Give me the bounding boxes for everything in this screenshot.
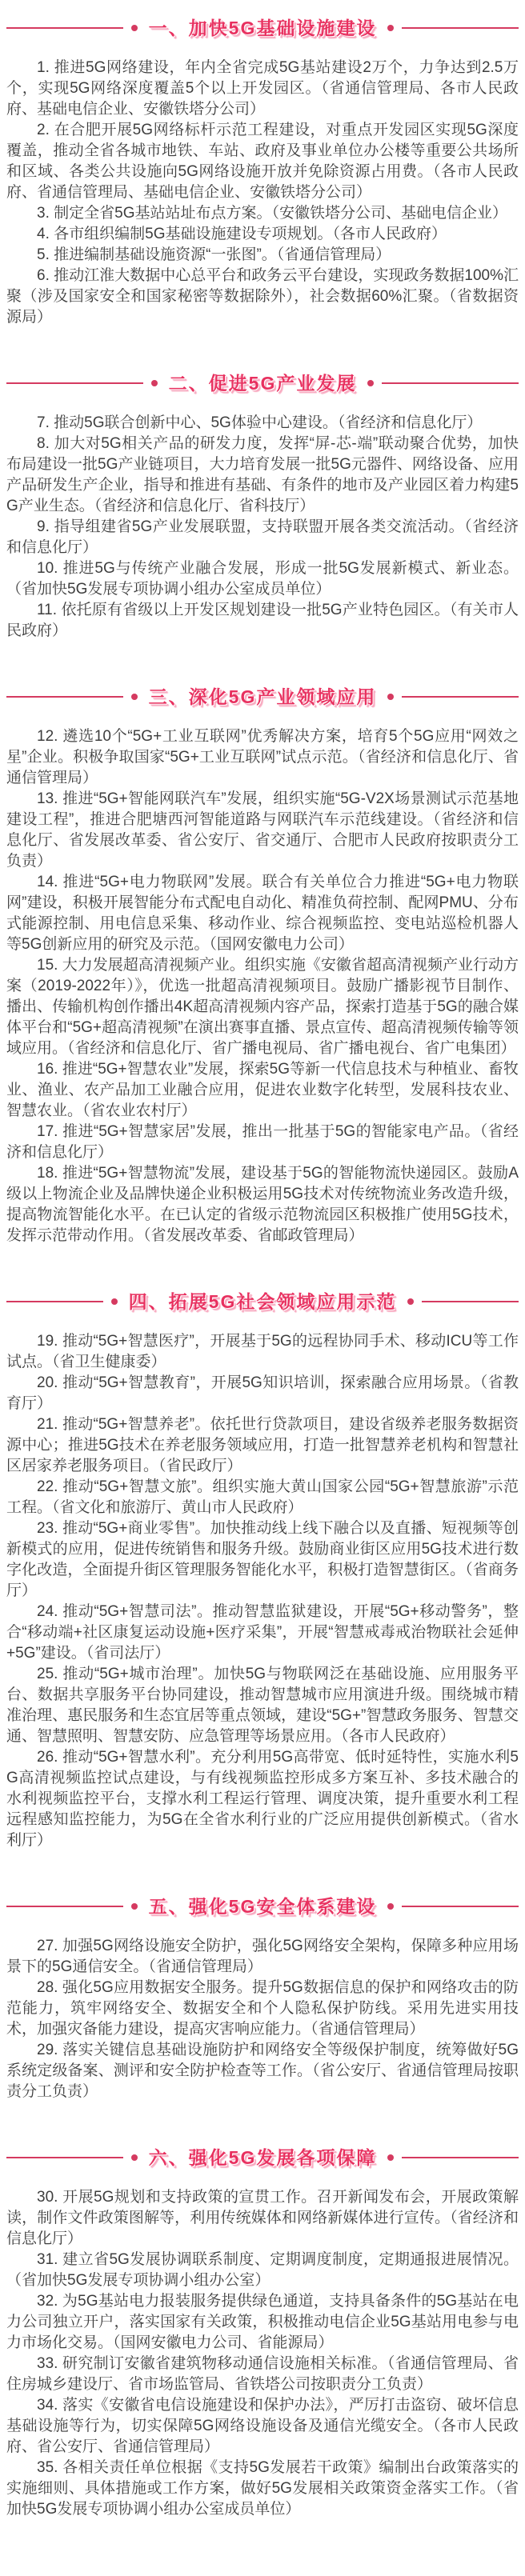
policy-item: 2. 在合肥开展5G网络标杆示范工程建设，对重点开发园区实现5G深度覆盖，推动全省各城市地铁、车站、政府及事业单位办公楼等重要公共场所和区域、各类公共设施向5G网络设施开放并免除资源占用费。（各市人民政府、省通信管理局、基础电信企业、安徽铁塔分公司） [6, 122, 519, 201]
policy-item: 32. 为5G基站电力报装服务提供绿色通道，支持具备条件的5G基站在电力公司独立开户，落实国家有关政策，积极推动电信企业5G基站用电参与电力市场化交易。（国网安徽电力公司、省能源局） [6, 2293, 519, 2351]
section-header [6, 1290, 519, 1314]
section-header [6, 685, 519, 709]
policy-item: 17. 推进“5G+智慧家居”发展，推出一批基于5G的智能家电产品。（省经济和信息化厅） [6, 1123, 519, 1161]
policy-item: 10. 推进5G与传统产业融合发展，形成一批5G发展新模式、新业态。（省加快5G发展专项协调小组办公室成员单位） [6, 560, 519, 598]
policy-section [6, 1290, 519, 1851]
header-rule-right [402, 696, 519, 698]
section-title: 一、加快5G基础设施建设 [148, 18, 377, 38]
policy-item: 34. 落实《安徽省电信设施建设和保护办法》，严厉打击盗窃、破坏信息基础设施等行为，切实保障5G网络设施设备及通信光缆安全。（各市人民政府、省公安厅、省通信管理局） [6, 2397, 519, 2455]
policy-item: 15. 大力发展超高清视频产业。组织实施《安徽省超高清视频产业行动方案（2019-2022年）》，优选一批超高清视频项目。鼓励广播影视节目制作、播出、传输机构创作播出4K超高清视频内容产品，探索打造基于5G的融合媒体平台和“5G+超高清视频”在演出赛事直播、景点宣传、超高清视频传输等领域应用。（省经济和信息化厅、省广播电视局、省广播电视台、省广电集团） [6, 957, 519, 1057]
policy-item: 24. 推动“5G+智慧司法”。推动智慧监狱建设，开展“5G+移动警务”，整合“移动端+社区康复运动设施+医疗采集”，开展“智慧戒毒戒治物联社会延伸+5G”建设。（省司法厅） [6, 1603, 519, 1662]
section-header [6, 16, 519, 40]
section-title: 六、强化5G发展各项保障 [148, 2147, 377, 2168]
section-title: 三、深化5G产业领域应用 [148, 686, 377, 707]
document-body [6, 16, 519, 2520]
policy-item: 31. 建立省5G发展协调联系制度、定期调度制度，定期通报进展情况。（省加快5G发展专项协调小组办公室） [6, 2251, 519, 2289]
section-title: 五、强化5G安全体系建设 [148, 1896, 377, 1917]
policy-item: 4. 各市组织编制5G基础设施建设专项规划。（各市人民政府） [37, 226, 447, 242]
section-header [6, 1894, 519, 1918]
policy-item: 35. 各相关责任单位根据《支持5G发展若干政策》编制出台政策落实的实施细则、具体措施或工作方案，做好5G发展相关政策资金落实工作。（省加快5G发展专项协调小组办公室成员单位） [6, 2459, 519, 2518]
policy-item: 22. 推动“5G+智慧文旅”。组织实施大黄山国家公园“5G+智慧旅游”示范工程。（省文化和旅游厅、黄山市人民政府） [6, 1478, 519, 1516]
header-dot-icon [387, 25, 394, 31]
header-rule-left [6, 2157, 123, 2158]
policy-item: 18. 推进“5G+智慧物流”发展，建设基于5G的智能物流快递园区。鼓励A级以上物流企业及品牌快递企业积极运用5G技术对传统物流业务改造升级，提高物流智能化水平。在已认定的省级示范物流园区积极推广使用5G技术，发挥示范带动作用。（省发展改革委、省邮政管理局） [6, 1165, 519, 1244]
policy-item: 9. 指导组建省5G产业发展联盟，支持联盟开展各类交流活动。（省经济和信息化厅） [6, 518, 519, 556]
header-rule-left [6, 1906, 123, 1907]
header-dot-icon [111, 1298, 118, 1305]
section-items [6, 58, 519, 328]
policy-item: 30. 开展5G规划和支持政策的宣贯工作。召开新闻发布会，开展政策解读，制作文件政策图解等，利用传统媒体和网络新媒体进行宣传。（省经济和信息化厅） [6, 2189, 519, 2247]
header-dot-icon [387, 2154, 394, 2161]
policy-item: 8. 加大对5G相关产品的研发力度，发挥“屏-芯-端”联动聚合优势，加快布局建设一批5G产业链项目，大力培育发展一批5G元器件、网络设备、应用产品研发生产企业，指导和推进有基础、有条件的地市及产业园区着力构建5G产业生态。（省经济和信息化厅、省科技厅） [6, 435, 519, 514]
policy-section [6, 685, 519, 1246]
header-rule-right [422, 1301, 519, 1302]
section-title: 二、促进5G产业发展 [168, 373, 357, 394]
policy-item: 5. 推进编制基础设施资源“一张图”。（省通信管理局） [37, 246, 391, 263]
section-items [6, 1936, 519, 2102]
header-rule-left [6, 696, 123, 698]
policy-item: 25. 推动“5G+城市治理”。加快5G与物联网泛在基础设施、应用服务平台、数据共享服务平台协同建设，推动智慧城市应用演进升级。围绕城市精准治理、惠民服务和生态宜居等重点领域，建设“5G+”智慧政务服务、智慧交通、智慧照明、智慧安防、应急管理等场景应用。（各市人民政府） [6, 1666, 519, 1745]
header-dot-icon [407, 1298, 414, 1305]
section-items [6, 413, 519, 642]
policy-item: 19. 推动“5G+智慧医疗”，开展基于5G的远程协同手术、移动ICU等工作试点。（省卫生健康委） [6, 1333, 519, 1370]
policy-item: 14. 推进“5G+电力物联网”发展。联合有关单位合力推进“5G+电力物联网”建设，积极开展智能分布式配电自动化、精准负荷控制、配网PMU、分布式能源控制、用电信息采集、移动作业、综合视频监控、变电站巡检机器人等5G创新应用的研究及示范。（国网安徽电力公司） [6, 874, 519, 953]
policy-section [6, 371, 519, 642]
section-items [6, 726, 519, 1246]
policy-item: 23. 推动“5G+商业零售”。加快推动线上线下融合以及直播、短视频等创新模式的应用，促进传统销售和服务升级。鼓励商业街区应用5G技术进行数字化改造，全面提升街区管理服务智能化水平，积极打造智慧街区。（省商务厅） [6, 1520, 519, 1599]
header-rule-right [382, 382, 519, 384]
header-dot-icon [387, 1903, 394, 1910]
header-dot-icon [131, 1903, 138, 1910]
section-header [6, 371, 519, 395]
policy-item: 20. 推动“5G+智慧教育”，开展5G知识培训，探索融合应用场景。（省教育厅） [6, 1374, 519, 1412]
policy-item: 11. 依托原有省级以上开发区规划建设一批5G产业特色园区。（有关市人民政府） [6, 602, 519, 639]
section-title: 四、拓展5G社会领域应用示范 [128, 1291, 397, 1312]
header-dot-icon [131, 25, 138, 31]
policy-item: 12. 遴选10个“5G+工业互联网”优秀解决方案，培育5个5G应用“网效之星”企业。积极争取国家“5G+工业互联网”试点示范。（省经济和信息化厅、省通信管理局） [6, 728, 519, 786]
policy-item: 27. 加强5G网络设施安全防护，强化5G网络安全架构，保障多种应用场景下的5G通信安全。（省通信管理局） [6, 1938, 519, 1975]
policy-item: 3. 制定全省5G基站站址布点方案。（安徽铁塔分公司、基础电信企业） [37, 205, 507, 222]
section-items [6, 2187, 519, 2520]
policy-item: 1. 推进5G网络建设，年内全省完成5G基站建设2万个，力争达到2.5万个，实现5G网络深度覆盖5个以上开发园区。（省通信管理局、各市人民政府、基础电信企业、安徽铁塔分公司） [6, 59, 519, 118]
header-dot-icon [367, 380, 374, 386]
header-rule-right [402, 2157, 519, 2158]
policy-item: 29. 落实关键信息基础设施防护和网络安全等级保护制度，统筹做好5G系统定级备案、测评和安全防护检查等工作。（省公安厅、省通信管理局按职责分工负责） [6, 2042, 519, 2100]
policy-item: 28. 强化5G应用数据安全服务。提升5G数据信息的保护和网络攻击的防范能力，筑牢网络安全、数据安全和个人隐私保护防线。采用先进实用技术，加强灾备能力建设，提高灾害响应能力。（省通信管理局） [6, 1979, 519, 2038]
policy-item: 16. 推进“5G+智慧农业”发展，探索5G等新一代信息技术与种植业、畜牧业、渔业、农产品加工业融合应用，促进农业数字化转型，发展科技农业、智慧农业。（省农业农村厅） [6, 1061, 519, 1119]
header-dot-icon [151, 380, 158, 386]
policy-item: 6. 推动江淮大数据中心总平台和政务云平台建设，实现政务数据100%汇聚（涉及国家安全和国家秘密等数据除外），社会数据60%汇聚。（省数据资源局） [6, 267, 519, 326]
policy-section [6, 2146, 519, 2520]
policy-section [6, 16, 519, 328]
section-items [6, 1331, 519, 1851]
header-rule-left [6, 27, 123, 29]
policy-item: 26. 推动“5G+智慧水利”。充分利用5G高带宽、低时延特性，实施水利5G高清视频监控试点建设，与有线视频监控形成多方案互补、多技术融合的水利视频监控平台，支撑水利工程运行管理、调度决策，提升重要水利工程远程感知监控能力，为5G在全省水利行业的广泛应用提供创新模式。（省水利厅） [6, 1749, 519, 1849]
policy-item: 7. 推动5G联合创新中心、5G体验中心建设。（省经济和信息化厅） [37, 414, 483, 431]
header-dot-icon [131, 2154, 138, 2161]
header-rule-right [402, 1906, 519, 1907]
header-rule-right [402, 27, 519, 29]
section-header [6, 2146, 519, 2170]
policy-item: 21. 推动“5G+智慧养老”。依托世行贷款项目，建设省级养老服务数据资源中心；推进5G技术在养老服务领域应用，打造一批智慧养老机构和智慧社区居家养老服务项目。（省民政厅） [6, 1416, 519, 1474]
header-rule-left [6, 1301, 103, 1302]
policy-item: 13. 推进“5G+智能网联汽车”发展，组织实施“5G-V2X场景测试示范基地建设工程”，推进合肥塘西河智能道路与网联汽车示范线建设。（省经济和信息化厅、省发展改革委、省公安厅、省交通厅、合肥市人民政府按职责分工负责） [6, 790, 519, 870]
header-dot-icon [387, 694, 394, 700]
header-rule-left [6, 382, 143, 384]
header-dot-icon [131, 694, 138, 700]
policy-item: 33. 研究制订安徽省建筑物移动通信设施相关标准。（省通信管理局、省住房城乡建设厅、省市场监管局、省铁塔公司按职责分工负责） [6, 2355, 519, 2393]
policy-section [6, 1894, 519, 2102]
